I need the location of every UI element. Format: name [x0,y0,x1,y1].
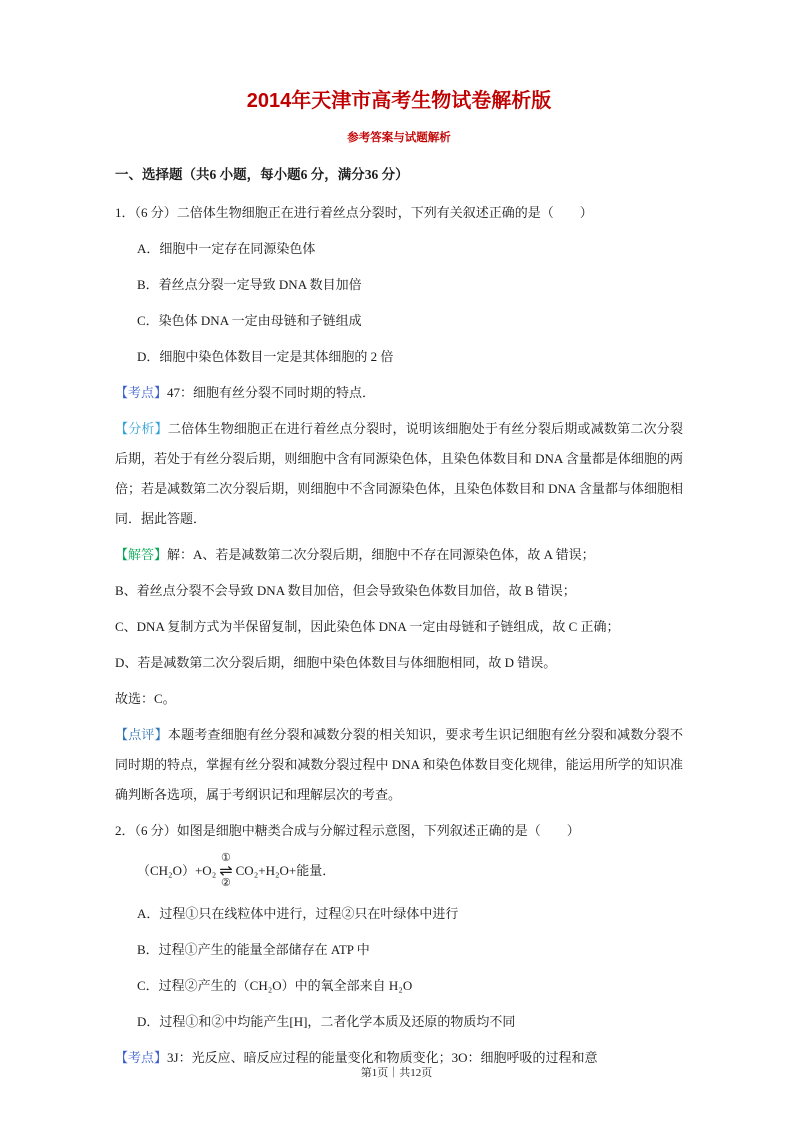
question-2-formula [115,852,683,889]
question-1-kaodian [115,378,683,408]
question-2-option-b: B．过程①产生的能量全部储存在 ATP 中 [137,942,370,957]
document-title: 2014年天津市高考生物试卷解析版 [246,90,552,112]
question-2-option-a: A．过程①只在线粒体中进行，过程②只在叶绿体中进行 [137,906,459,921]
kaodian-label: 【考点】 [115,1050,168,1065]
page-number-footer: 第1页｜共12页 [360,1067,433,1079]
document-subtitle: 参考答案与试题解析 [347,132,451,144]
question-1-stem: 1．（6 分）二倍体生物细胞正在进行着丝点分裂时，下列有关叙述正确的是（ ） [115,205,593,220]
jieda-label: 【解答】 [115,547,168,562]
dianping-label: 【点评】 [115,727,168,742]
question-1-option-b: B．着丝点分裂一定导致 DNA 数目加倍 [137,277,362,292]
question-1-answer: 故选：C。 [115,691,176,706]
circled-2-label: ② [221,877,231,889]
fenxi-text: 二倍体生物细胞正在进行着丝点分裂时，说明该细胞处于有丝分裂后期或减数第二次分裂后期，若处于有丝分裂后期，则细胞中含有同源染色体，且染色体数目和 DNA 含量都是体细胞的两倍；若是减数第二次分裂后期，则细胞中不含同源染色体，且染色体数目和 DNA 含量都与体细胞相同．据此答题． [115,421,683,526]
question-1-jieda-line-3: C、DNA 复制方式为半保留复制，因此染色体 DNA 一定由母链和子链组成，故 C 正确； [115,619,620,634]
dianping-text: 本题考查细胞有丝分裂和减数分裂的相关知识，要求考生识记细胞有丝分裂和减数分裂不同时期的特点，掌握有丝分裂和减数分裂过程中 DNA 和染色体数目变化规律，能运用所学的知识准确判断各选项，属于考纲识记和理解层次的考查。 [115,727,683,802]
kaodian-label: 【考点】 [115,385,168,400]
question-1-option-a: A．细胞中一定存在同源染色体 [137,241,316,256]
question-1-dianping [115,720,683,810]
question-1-option-c: C．染色体 DNA 一定由母链和子链组成 [137,313,362,328]
equilibrium-stack [219,852,232,889]
question-1-jieda-line-1 [115,540,683,570]
question-1-jieda-line-4: D、若是减数第二次分裂后期，细胞中染色体数目与体细胞相同，故 D 错误。 [115,655,557,670]
fenxi-label: 【分析】 [115,421,168,436]
question-2-option-c: C．过程②产生的（CH₂O）中的氧全部来自 H₂O [137,978,413,993]
kaodian-text: 47：细胞有丝分裂不同时期的特点． [167,385,376,400]
question-2-stem: 2．（6 分）如图是细胞中糖类合成与分解过程示意图，下列叙述正确的是（ ） [115,823,580,838]
formula-left: （CH₂O）+O₂ [137,862,217,878]
question-1-jieda-line-2: B、着丝点分裂不会导致 DNA 数目加倍，但会导致染色体数目加倍，故 B 错误； [115,583,576,598]
question-1-option-d: D．细胞中染色体数目一定是其体细胞的 2 倍 [137,349,394,364]
question-1-fenxi [115,414,683,534]
section-heading: 一、选择题（共6 小题，每小题6 分，满分36 分） [115,167,409,182]
jieda-text: 解：A、若是减数第二次分裂后期，细胞中不存在同源染色体，故 A 错误； [167,547,595,562]
circled-1-label: ① [221,852,231,864]
double-arrow-icon: ⇌ [219,861,233,880]
kaodian-text: 3J：光反应、暗反应过程的能量变化和物质变化；3O：细胞呼吸的过程和意 [167,1050,598,1065]
formula-right: CO₂+H₂O+能量． [235,862,336,878]
question-2-option-d: D．过程①和②中均能产生[H]，二者化学本质及还原的物质均不同 [137,1014,516,1029]
